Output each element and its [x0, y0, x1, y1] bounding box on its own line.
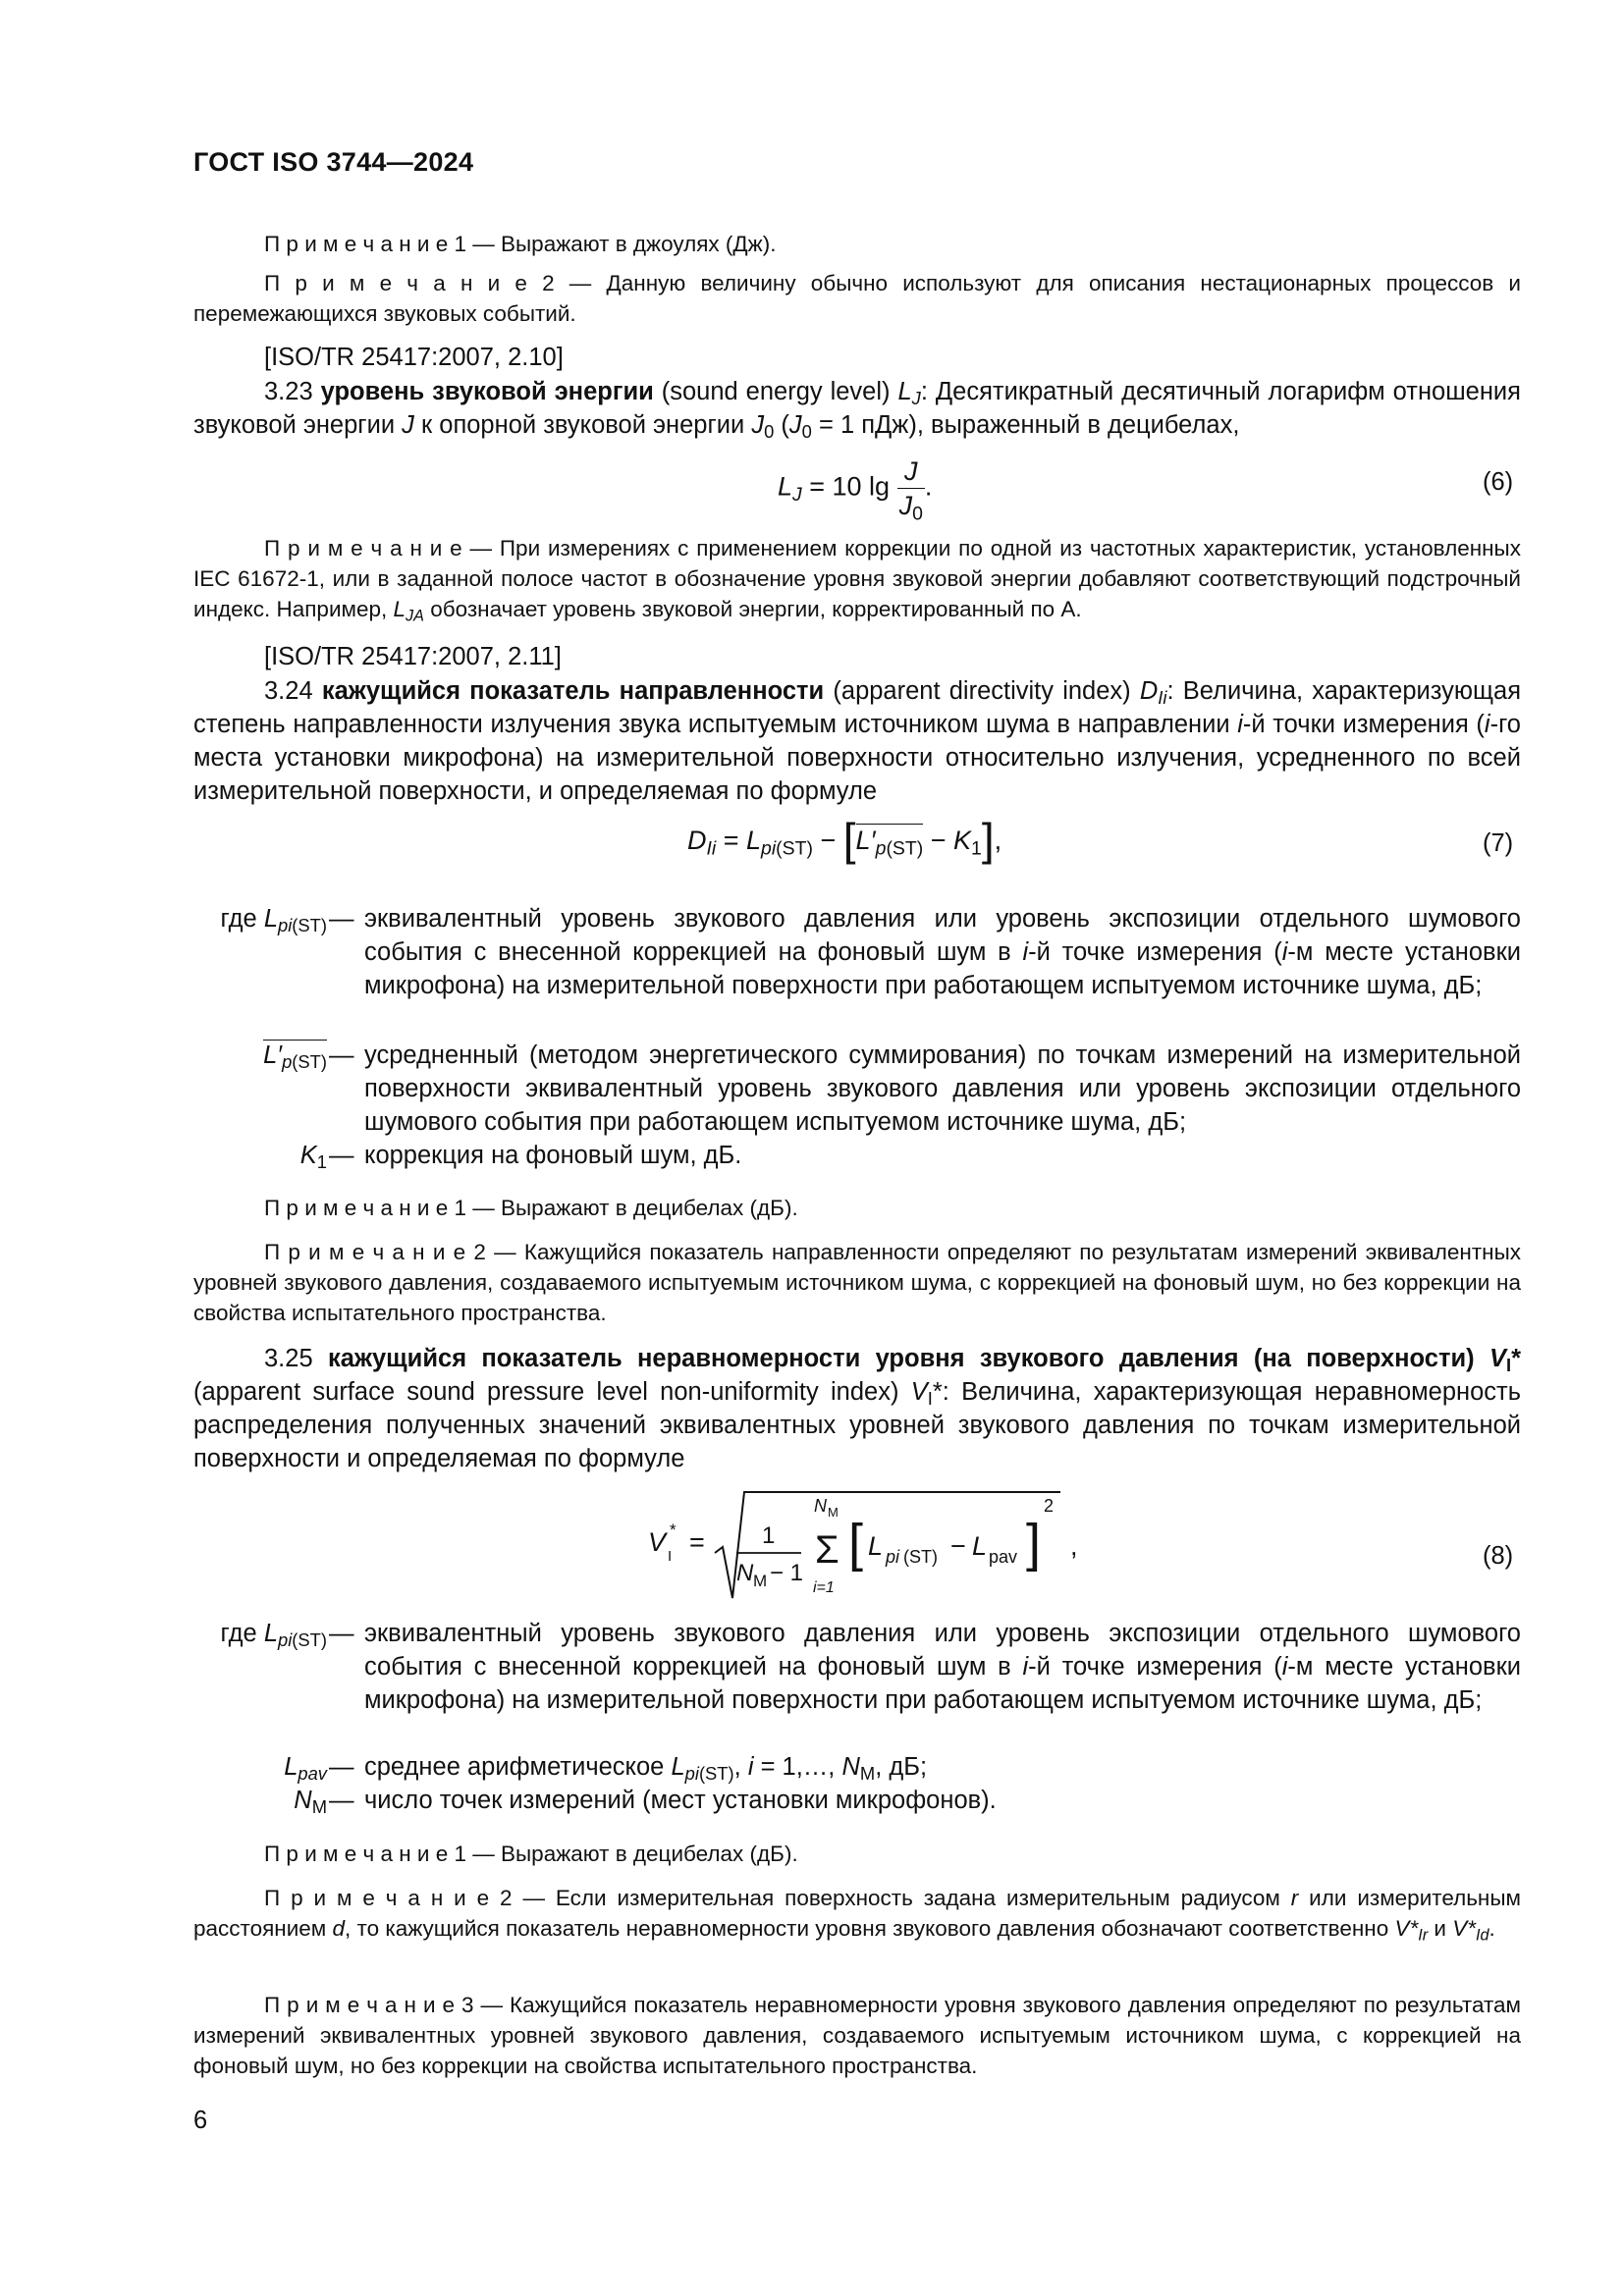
- bracket-left: [: [848, 1514, 864, 1573]
- note-2-energy-usage: П р и м е ч а н и е 2 — Данную величину обычно используют для описания нестационарных процессов и перемежающихся звуковых событий.: [193, 271, 1521, 326]
- formula-6: $L_J = 10$ lg $\frac{J}{J_0}$ .: [778, 456, 933, 525]
- equation-number-8: (8): [1483, 1542, 1514, 1570]
- definition-lprime-mean: усредненный (методом энергетического суммирования) по точкам измерений на измерительной поверхности эквивалентный уровень звукового давления или уровень экспозиции отдельного шумового события при работающем испытуемом источнике шума, дБ;: [364, 1041, 1521, 1136]
- definition-nm: число точек измерений (мест установки микрофонов).: [364, 1787, 997, 1814]
- where-symbol-lpav: $L_{pav}$: [284, 1753, 327, 1785]
- dash: —: [329, 1041, 354, 1069]
- reference-iso-tr-2-10: [ISO/TR 25417:2007, 2.10]: [264, 344, 564, 371]
- fraction-denominator-n: N: [736, 1560, 754, 1586]
- sum-sign: Σ: [815, 1528, 839, 1572]
- formula-comma: ,: [1070, 1531, 1078, 1561]
- document-header: ГОСТ ISO 3744—2024: [193, 147, 474, 177]
- formula-star: *: [670, 1521, 677, 1539]
- dash: —: [329, 1787, 354, 1814]
- definition-lpav: среднее арифметическое $L_{pi(ST)}$, i = 1,…, $N_M$, дБ;: [364, 1753, 928, 1785]
- term-3-25: кажущийся показатель неравномерности уровня звукового давления (на поверхности): [327, 1345, 1475, 1372]
- where-symbol-lprime-mean: $L'_{p(ST)}$: [263, 1041, 327, 1073]
- fraction-denominator-m: M: [753, 1572, 768, 1590]
- where-symbol-k1: $K_1$: [299, 1142, 327, 1173]
- sum-upper-n: N: [814, 1496, 827, 1516]
- sum-upper-m: M: [828, 1505, 839, 1520]
- definition-3-24: 3.24 кажущийся показатель направленности (apparent directivity index) $D_{Ii}$: Величина, характеризующая степень направленности излучения звука испытуемым источником шума в направлении i-й точки измерения (i-го места установки микрофона) на измерительной поверхности относительно излучения, усредненного по всей измерительной поверхности, и определяемая по формуле: [193, 677, 1522, 805]
- note-1-nonuniformity-units: П р и м е ч а н и е 1 — Выражают в децибелах (дБ).: [264, 1842, 798, 1866]
- where-symbol-lpi-st-2: где $L_{pi(ST)}$: [220, 1620, 327, 1651]
- term-l-pav: L: [972, 1531, 988, 1561]
- page-number: 6: [193, 2107, 208, 2134]
- equation-number-7: (7): [1483, 829, 1514, 857]
- definition-lpi-st: эквивалентный уровень звукового давления или уровень экспозиции отдельного шумового события с внесенной коррекцией на фоновый шум в i-й точке измерения (i-м месте установки микрофона) на измерительной поверхности при работающем испытуемом источнике шума, дБ;: [364, 905, 1521, 999]
- note-2-nonuniformity: П р и м е ч а н и е 2 — Если измерительная поверхность задана измерительным радиусом r или измерительным расстоянием d, то кажущийся показатель неравномерности уровня звукового давления обозначают соответственно $V*_{Ir}$ и $V*_{Id}$.: [193, 1886, 1522, 1945]
- note-1-directivity-units: П р и м е ч а н и е 1 — Выражают в децибелах (дБ).: [264, 1196, 798, 1220]
- fraction-numerator: 1: [762, 1522, 776, 1549]
- dash: —: [329, 1753, 354, 1781]
- bracket-right: ]: [1026, 1514, 1042, 1573]
- note-2-directivity: П р и м е ч а н и е 2 — Кажущийся показатель направленности определяют по результатам измерений эквивалентных уровней звукового давления, создаваемого испытуемым источником шума, с коррекцией на фоновый шум, но без коррекции на свойства испытательного пространства.: [193, 1240, 1521, 1325]
- note-3-nonuniformity: П р и м е ч а н и е 3 — Кажущийся показатель неравномерности уровня звукового давления определяют по результатам измерений эквивалентных уровней звукового давления, создаваемого испытуемым источником шума, с коррекцией на фоновый шум, но без коррекции на свойства испытательного пространства.: [193, 1993, 1521, 2078]
- note-energy-level-correction: П р и м е ч а н и е — При измерениях с применением коррекции по одной из частотных характеристик, установленных IEC 61672-1, или в заданной полосе частот в обозначение уровня звуковой энергии добавляют соответствующий подстрочный индекс. Например, $L_{JA}$ обозначает уровень звуковой энергии, корректированный по А.: [193, 536, 1521, 625]
- term-l: L: [868, 1531, 884, 1561]
- fraction-denominator-minus-1: − 1: [770, 1560, 804, 1586]
- formula-sub-i: I: [668, 1548, 673, 1565]
- where-symbol-nm: $N_M$: [294, 1787, 327, 1818]
- definition-3-25: 3.25 кажущийся показатель неравномерности уровня звукового давления (на поверхности) $V_I*$ (apparent surface sound pressure level non-uniformity index) $V_I*$: Величина, характеризующая неравномерность распределения полученных значений эквивалентных уровней звукового давления по точкам измерительной поверхности и определяемая по формуле: [193, 1345, 1522, 1472]
- term-minus: −: [950, 1531, 966, 1561]
- where-symbol-lpi-st: где $L_{pi(ST)}$: [220, 905, 327, 936]
- dash: —: [329, 905, 354, 933]
- definition-k1: коррекция на фоновый шум, дБ.: [364, 1142, 742, 1169]
- sum-lower-limit: i=1: [813, 1579, 835, 1596]
- definition-3-23: 3.23 уровень звуковой энергии (sound energy level) $L_J$: Десятикратный десятичный логарифм отношения звуковой энергии J к опорной звуковой энергии $J_0$ ($J_0 = 1$ пДж), выраженный в децибелах,: [193, 378, 1521, 443]
- formula-symbol-v: V: [648, 1527, 667, 1557]
- term-3-24: кажущийся показатель направленности: [321, 677, 825, 705]
- term-sub-pi: pi: [886, 1547, 900, 1567]
- term-sub-pav: pav: [989, 1547, 1018, 1567]
- formula-equals: =: [689, 1527, 705, 1557]
- term-3-23: уровень звуковой энергии: [320, 378, 654, 405]
- formula-7: $D_{Ii} = L_{pi(ST)} - [L'_{p(ST)} - K_1]$,: [687, 814, 1002, 865]
- equation-number-6: (6): [1483, 468, 1514, 496]
- exponent-2: 2: [1044, 1496, 1055, 1516]
- definition-lpi-st-2: эквивалентный уровень звукового давления или уровень экспозиции отдельного шумового события с внесенной коррекцией на фоновый шум в i-й точке измерения (i-м месте установки микрофона) на измерительной поверхности при работающем испытуемом источнике шума, дБ;: [364, 1620, 1521, 1714]
- dash: —: [329, 1142, 354, 1169]
- note-1-energy-units: П р и м е ч а н и е 1 — Выражают в джоулях (Дж).: [264, 232, 777, 256]
- formula-8: [638, 1472, 1090, 1610]
- dash: —: [329, 1620, 354, 1647]
- reference-iso-tr-2-11: [ISO/TR 25417:2007, 2.11]: [264, 643, 562, 670]
- term-sub-st: (ST): [903, 1547, 938, 1567]
